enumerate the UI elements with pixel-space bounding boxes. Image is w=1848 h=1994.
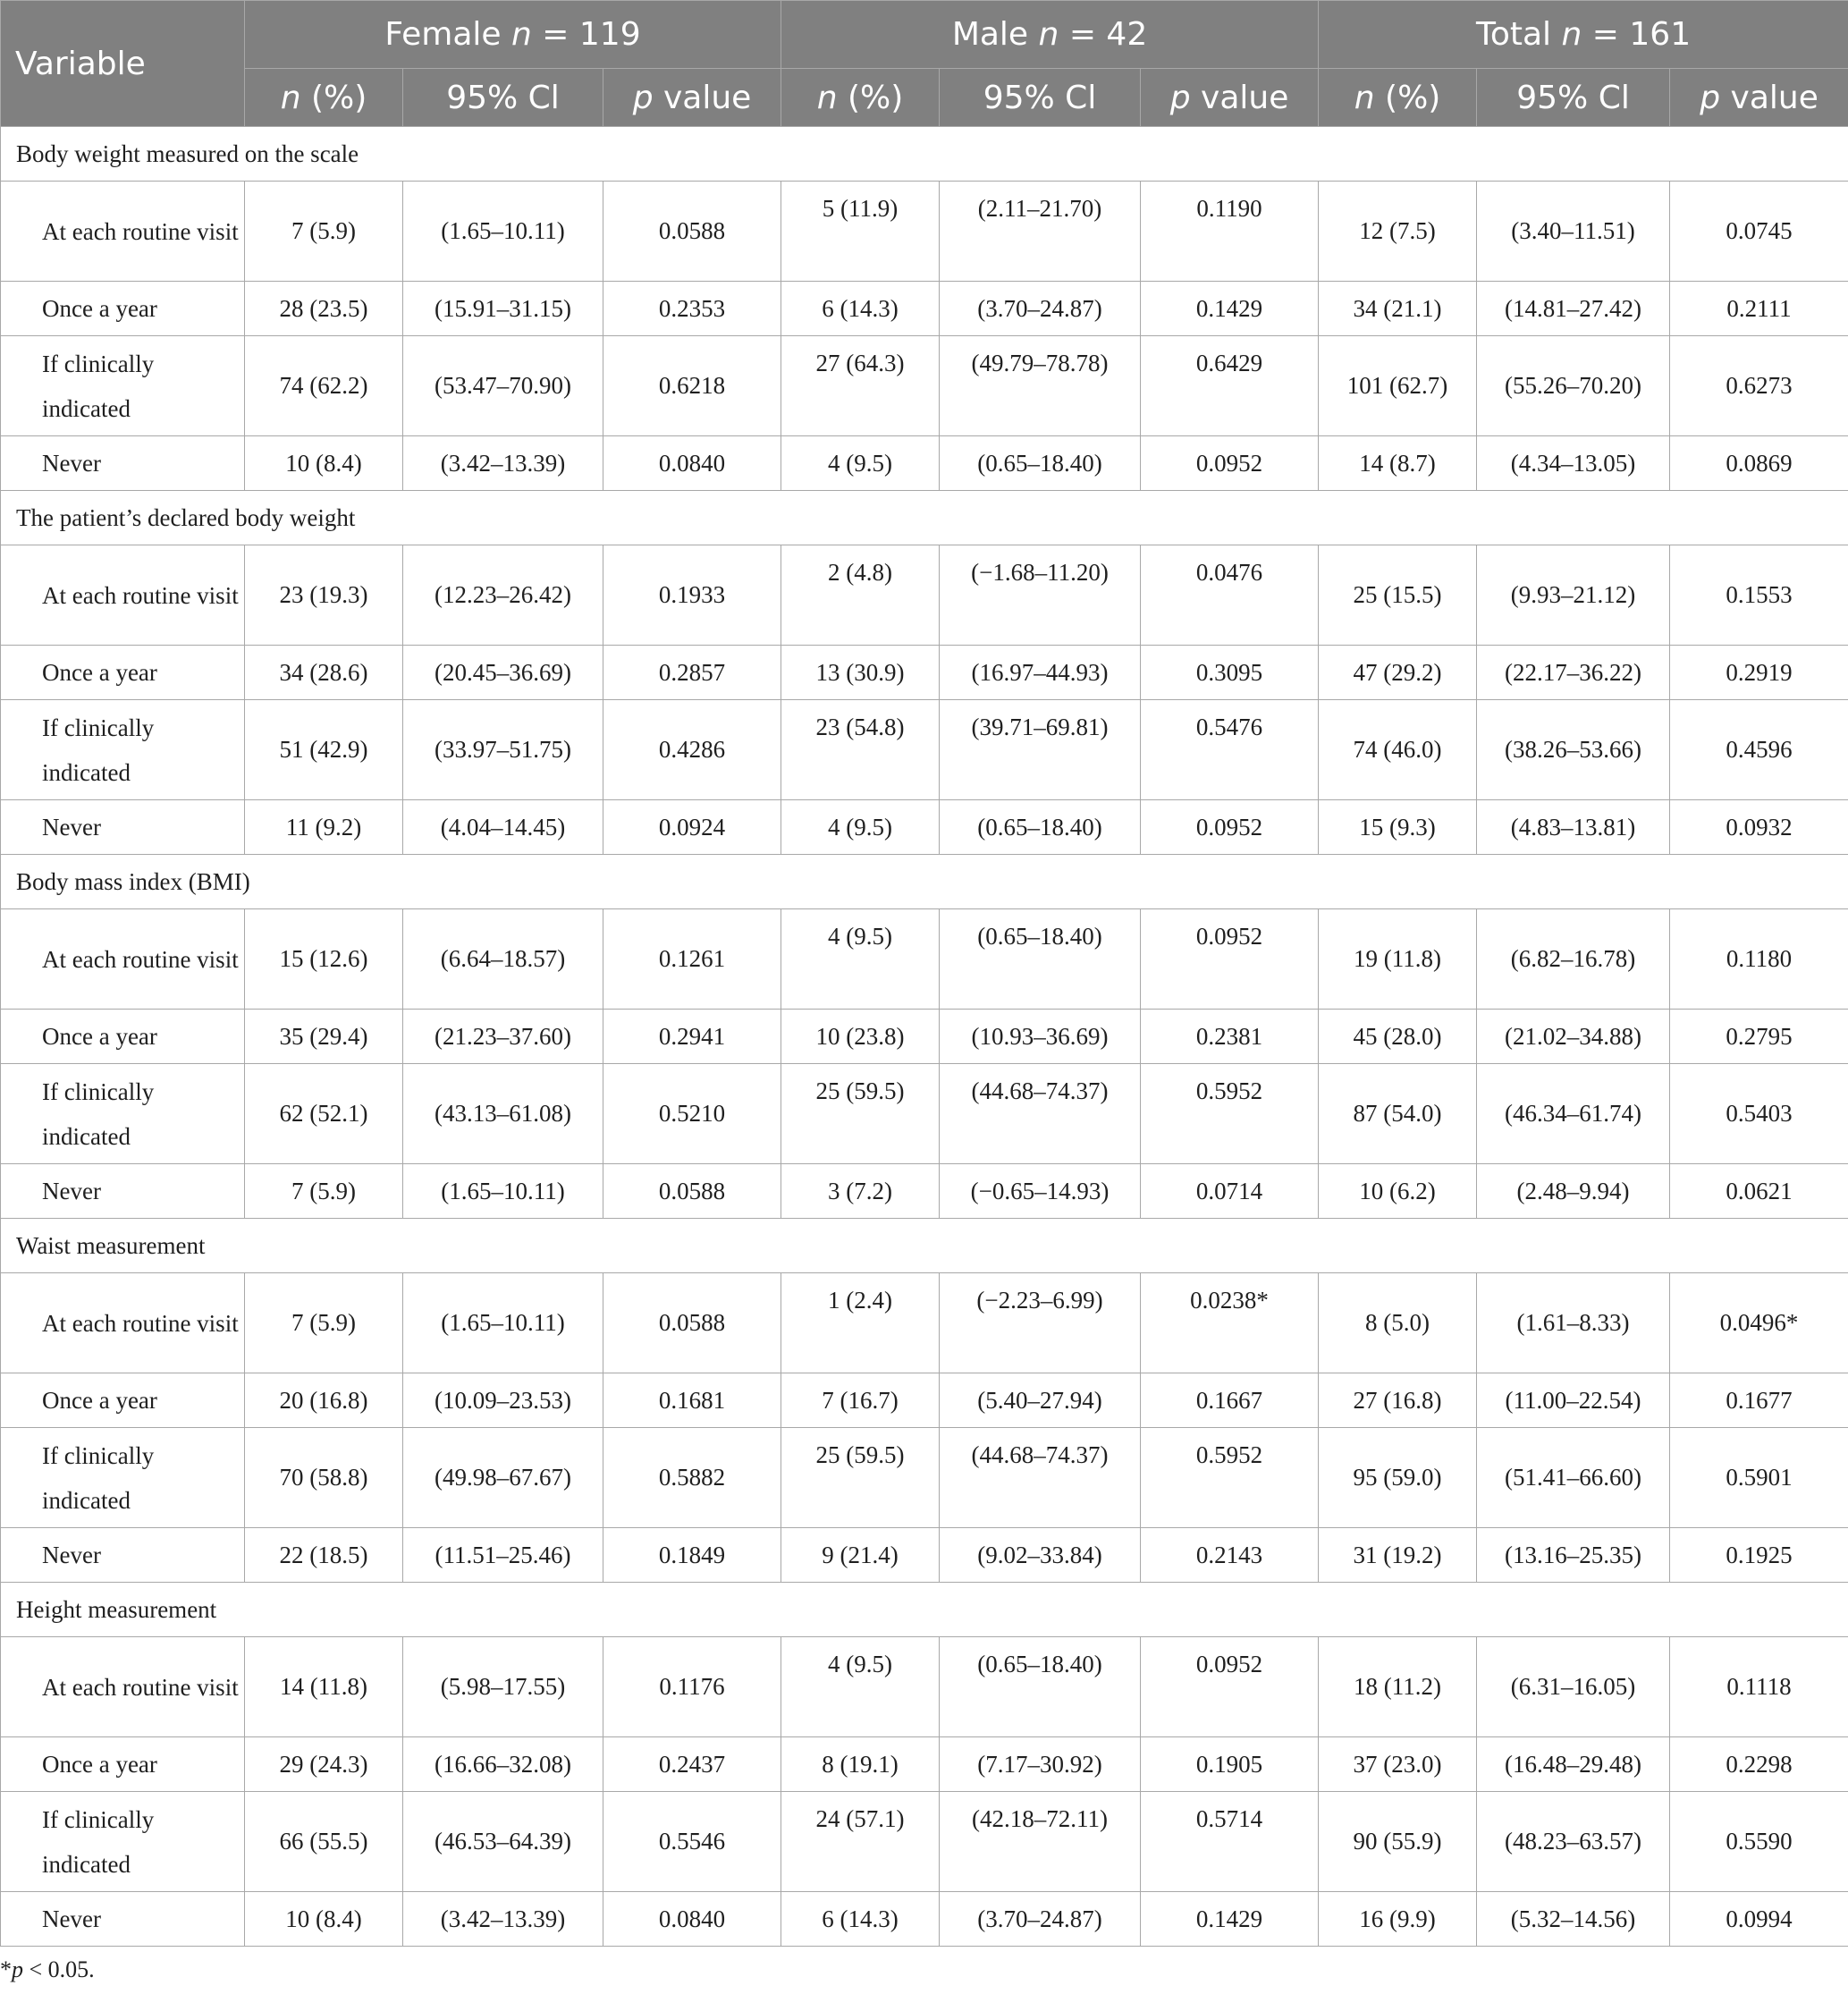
table-row bbox=[1, 1637, 1848, 1737]
p-value-header: p value bbox=[1141, 69, 1319, 127]
row-label: Never bbox=[1, 1528, 245, 1583]
total-p-value-cell: 0.0869 bbox=[1670, 436, 1848, 491]
total-p-value-cell: 0.1553 bbox=[1670, 545, 1848, 646]
male-ci-cell: (0.65–18.40) bbox=[940, 909, 1141, 1010]
female-n-pct-cell: 15 (12.6) bbox=[245, 909, 403, 1010]
male-p-value-cell: 0.3095 bbox=[1141, 646, 1319, 700]
male-ci-cell: (3.70–24.87) bbox=[940, 282, 1141, 336]
female-p-value-cell: 0.1176 bbox=[603, 1637, 781, 1737]
male-ci-cell: (16.97–44.93) bbox=[940, 646, 1141, 700]
female-p-value-cell: 0.1849 bbox=[603, 1528, 781, 1583]
row-label: At each routine visit bbox=[1, 545, 245, 646]
male-ci-cell: (42.18–72.11) bbox=[940, 1792, 1141, 1892]
p-value-header: p value bbox=[1670, 69, 1848, 127]
male-ci-cell: (49.79–78.78) bbox=[940, 336, 1141, 436]
total-p-value-cell: 0.0496* bbox=[1670, 1273, 1848, 1373]
female-ci-cell: (43.13–61.08) bbox=[403, 1064, 603, 1164]
male-ci-cell: (44.68–74.37) bbox=[940, 1428, 1141, 1528]
total-n-pct-cell: 12 (7.5) bbox=[1319, 182, 1477, 282]
total-n-pct-cell: 95 (59.0) bbox=[1319, 1428, 1477, 1528]
n-pct-header: n (%) bbox=[1319, 69, 1477, 127]
section-row bbox=[1, 127, 1848, 182]
total-ci-cell: (11.00–22.54) bbox=[1477, 1373, 1670, 1428]
header-row-groups bbox=[1, 1, 1848, 69]
section-title: Waist measurement bbox=[1, 1219, 1848, 1273]
total-p-value-cell: 0.4596 bbox=[1670, 700, 1848, 800]
female-ci-cell: (1.65–10.11) bbox=[403, 1164, 603, 1219]
total-ci-cell: (48.23–63.57) bbox=[1477, 1792, 1670, 1892]
male-p-value-cell: 0.1667 bbox=[1141, 1373, 1319, 1428]
variable-header: Variable bbox=[1, 1, 245, 127]
male-n-pct-cell: 23 (54.8) bbox=[781, 700, 940, 800]
female-ci-cell: (16.66–32.08) bbox=[403, 1737, 603, 1792]
male-n-pct-cell: 4 (9.5) bbox=[781, 1637, 940, 1737]
total-p-value-cell: 0.2111 bbox=[1670, 282, 1848, 336]
male-n-pct-cell: 10 (23.8) bbox=[781, 1010, 940, 1064]
total-p-value-cell: 0.5403 bbox=[1670, 1064, 1848, 1164]
total-n-pct-cell: 27 (16.8) bbox=[1319, 1373, 1477, 1428]
table-row bbox=[1, 1373, 1848, 1428]
row-label: Never bbox=[1, 436, 245, 491]
total-p-value-cell: 0.1118 bbox=[1670, 1637, 1848, 1737]
total-ci-cell: (4.34–13.05) bbox=[1477, 436, 1670, 491]
male-p-value-cell: 0.5952 bbox=[1141, 1064, 1319, 1164]
female-ci-cell: (53.47–70.90) bbox=[403, 336, 603, 436]
total-group-header: Total n = 161 bbox=[1319, 1, 1848, 69]
total-p-value-cell: 0.5590 bbox=[1670, 1792, 1848, 1892]
total-n-pct-cell: 19 (11.8) bbox=[1319, 909, 1477, 1010]
total-n-pct-cell: 87 (54.0) bbox=[1319, 1064, 1477, 1164]
table-row bbox=[1, 1428, 1848, 1528]
total-p-value-cell: 0.0932 bbox=[1670, 800, 1848, 855]
male-p-value-cell: 0.6429 bbox=[1141, 336, 1319, 436]
male-ci-cell: (7.17–30.92) bbox=[940, 1737, 1141, 1792]
male-ci-cell: (0.65–18.40) bbox=[940, 1637, 1141, 1737]
male-ci-cell: (−0.65–14.93) bbox=[940, 1164, 1141, 1219]
total-ci-cell: (4.83–13.81) bbox=[1477, 800, 1670, 855]
female-p-value-cell: 0.0588 bbox=[603, 1273, 781, 1373]
female-n-pct-cell: 7 (5.9) bbox=[245, 182, 403, 282]
male-p-value-cell: 0.5952 bbox=[1141, 1428, 1319, 1528]
total-p-value-cell: 0.5901 bbox=[1670, 1428, 1848, 1528]
female-ci-cell: (46.53–64.39) bbox=[403, 1792, 603, 1892]
female-group-header: Female n = 119 bbox=[245, 1, 781, 69]
female-p-value-cell: 0.1933 bbox=[603, 545, 781, 646]
total-n-pct-cell: 74 (46.0) bbox=[1319, 700, 1477, 800]
male-p-value-cell: 0.1190 bbox=[1141, 182, 1319, 282]
section-title: Body weight measured on the scale bbox=[1, 127, 1848, 182]
female-p-value-cell: 0.0840 bbox=[603, 436, 781, 491]
male-n-pct-cell: 25 (59.5) bbox=[781, 1428, 940, 1528]
total-p-value-cell: 0.2795 bbox=[1670, 1010, 1848, 1064]
female-p-value-cell: 0.5210 bbox=[603, 1064, 781, 1164]
female-n-pct-cell: 23 (19.3) bbox=[245, 545, 403, 646]
male-n-pct-cell: 1 (2.4) bbox=[781, 1273, 940, 1373]
total-ci-cell: (16.48–29.48) bbox=[1477, 1737, 1670, 1792]
male-p-value-cell: 0.0952 bbox=[1141, 800, 1319, 855]
female-p-value-cell: 0.2941 bbox=[603, 1010, 781, 1064]
female-n-pct-cell: 7 (5.9) bbox=[245, 1273, 403, 1373]
female-n-pct-cell: 14 (11.8) bbox=[245, 1637, 403, 1737]
male-ci-cell: (3.70–24.87) bbox=[940, 1892, 1141, 1947]
section-row bbox=[1, 855, 1848, 909]
male-n-pct-cell: 6 (14.3) bbox=[781, 1892, 940, 1947]
total-ci-cell: (51.41–66.60) bbox=[1477, 1428, 1670, 1528]
row-label: Once a year bbox=[1, 1373, 245, 1428]
male-n-pct-cell: 4 (9.5) bbox=[781, 909, 940, 1010]
male-ci-cell: (39.71–69.81) bbox=[940, 700, 1141, 800]
male-n-pct-cell: 5 (11.9) bbox=[781, 182, 940, 282]
total-ci-cell: (6.82–16.78) bbox=[1477, 909, 1670, 1010]
total-p-value-cell: 0.1180 bbox=[1670, 909, 1848, 1010]
total-p-value-cell: 0.6273 bbox=[1670, 336, 1848, 436]
female-n-pct-cell: 34 (28.6) bbox=[245, 646, 403, 700]
female-n-pct-cell: 35 (29.4) bbox=[245, 1010, 403, 1064]
table-row bbox=[1, 182, 1848, 282]
female-n-pct-cell: 28 (23.5) bbox=[245, 282, 403, 336]
ci-header: 95% Cl bbox=[1477, 69, 1670, 127]
male-n-pct-cell: 24 (57.1) bbox=[781, 1792, 940, 1892]
table-row bbox=[1, 1064, 1848, 1164]
male-ci-cell: (9.02–33.84) bbox=[940, 1528, 1141, 1583]
total-ci-cell: (38.26–53.66) bbox=[1477, 700, 1670, 800]
male-p-value-cell: 0.0714 bbox=[1141, 1164, 1319, 1219]
female-ci-cell: (1.65–10.11) bbox=[403, 1273, 603, 1373]
male-ci-cell: (−2.23–6.99) bbox=[940, 1273, 1141, 1373]
total-n-pct-cell: 8 (5.0) bbox=[1319, 1273, 1477, 1373]
male-p-value-cell: 0.2381 bbox=[1141, 1010, 1319, 1064]
total-n-pct-cell: 10 (6.2) bbox=[1319, 1164, 1477, 1219]
total-n-pct-cell: 15 (9.3) bbox=[1319, 800, 1477, 855]
male-p-value-cell: 0.1429 bbox=[1141, 1892, 1319, 1947]
male-p-value-cell: 0.0952 bbox=[1141, 436, 1319, 491]
female-ci-cell: (15.91–31.15) bbox=[403, 282, 603, 336]
female-n-pct-cell: 10 (8.4) bbox=[245, 1892, 403, 1947]
male-p-value-cell: 0.1905 bbox=[1141, 1737, 1319, 1792]
table-body bbox=[1, 127, 1848, 1947]
total-ci-cell: (2.48–9.94) bbox=[1477, 1164, 1670, 1219]
total-n-pct-cell: 31 (19.2) bbox=[1319, 1528, 1477, 1583]
row-label: At each routine visit bbox=[1, 182, 245, 282]
female-n-pct-cell: 62 (52.1) bbox=[245, 1064, 403, 1164]
table-row bbox=[1, 646, 1848, 700]
total-p-value-cell: 0.2919 bbox=[1670, 646, 1848, 700]
male-n-pct-cell: 13 (30.9) bbox=[781, 646, 940, 700]
row-label: If clinically indicated bbox=[1, 336, 245, 436]
female-p-value-cell: 0.1261 bbox=[603, 909, 781, 1010]
total-n-pct-cell: 34 (21.1) bbox=[1319, 282, 1477, 336]
male-n-pct-cell: 7 (16.7) bbox=[781, 1373, 940, 1428]
total-ci-cell: (6.31–16.05) bbox=[1477, 1637, 1670, 1737]
total-p-value-cell: 0.1925 bbox=[1670, 1528, 1848, 1583]
total-n-pct-cell: 45 (28.0) bbox=[1319, 1010, 1477, 1064]
male-ci-cell: (44.68–74.37) bbox=[940, 1064, 1141, 1164]
female-n-pct-cell: 74 (62.2) bbox=[245, 336, 403, 436]
total-ci-cell: (13.16–25.35) bbox=[1477, 1528, 1670, 1583]
total-n-pct-cell: 47 (29.2) bbox=[1319, 646, 1477, 700]
total-n-pct-cell: 90 (55.9) bbox=[1319, 1792, 1477, 1892]
female-ci-cell: (33.97–51.75) bbox=[403, 700, 603, 800]
female-n-pct-cell: 22 (18.5) bbox=[245, 1528, 403, 1583]
total-p-value-cell: 0.2298 bbox=[1670, 1737, 1848, 1792]
table-row bbox=[1, 800, 1848, 855]
total-ci-cell: (9.93–21.12) bbox=[1477, 545, 1670, 646]
male-p-value-cell: 0.2143 bbox=[1141, 1528, 1319, 1583]
female-p-value-cell: 0.0588 bbox=[603, 182, 781, 282]
row-label: If clinically indicated bbox=[1, 1064, 245, 1164]
female-p-value-cell: 0.5882 bbox=[603, 1428, 781, 1528]
table-row bbox=[1, 700, 1848, 800]
male-n-pct-cell: 4 (9.5) bbox=[781, 800, 940, 855]
table-row bbox=[1, 1528, 1848, 1583]
total-ci-cell: (5.32–14.56) bbox=[1477, 1892, 1670, 1947]
male-p-value-cell: 0.1429 bbox=[1141, 282, 1319, 336]
row-label: If clinically indicated bbox=[1, 700, 245, 800]
section-title: Height measurement bbox=[1, 1583, 1848, 1637]
row-label: Never bbox=[1, 1164, 245, 1219]
n-pct-header: n (%) bbox=[781, 69, 940, 127]
female-n-pct-cell: 51 (42.9) bbox=[245, 700, 403, 800]
total-ci-cell: (1.61–8.33) bbox=[1477, 1273, 1670, 1373]
female-p-value-cell: 0.0840 bbox=[603, 1892, 781, 1947]
male-n-pct-cell: 8 (19.1) bbox=[781, 1737, 940, 1792]
female-ci-cell: (10.09–23.53) bbox=[403, 1373, 603, 1428]
male-p-value-cell: 0.5476 bbox=[1141, 700, 1319, 800]
section-title: Body mass index (BMI) bbox=[1, 855, 1848, 909]
table-row bbox=[1, 1737, 1848, 1792]
row-label: If clinically indicated bbox=[1, 1792, 245, 1892]
male-n-pct-cell: 9 (21.4) bbox=[781, 1528, 940, 1583]
female-n-pct-cell: 66 (55.5) bbox=[245, 1792, 403, 1892]
p-value-header: p value bbox=[603, 69, 781, 127]
male-ci-cell: (0.65–18.40) bbox=[940, 436, 1141, 491]
female-ci-cell: (5.98–17.55) bbox=[403, 1637, 603, 1737]
total-p-value-cell: 0.1677 bbox=[1670, 1373, 1848, 1428]
row-label: If clinically indicated bbox=[1, 1428, 245, 1528]
female-p-value-cell: 0.0924 bbox=[603, 800, 781, 855]
table-row bbox=[1, 436, 1848, 491]
female-p-value-cell: 0.6218 bbox=[603, 336, 781, 436]
table-row bbox=[1, 909, 1848, 1010]
female-n-pct-cell: 29 (24.3) bbox=[245, 1737, 403, 1792]
row-label: Once a year bbox=[1, 282, 245, 336]
male-p-value-cell: 0.5714 bbox=[1141, 1792, 1319, 1892]
total-n-pct-cell: 18 (11.2) bbox=[1319, 1637, 1477, 1737]
male-ci-cell: (2.11–21.70) bbox=[940, 182, 1141, 282]
table-row bbox=[1, 545, 1848, 646]
total-n-pct-cell: 25 (15.5) bbox=[1319, 545, 1477, 646]
male-n-pct-cell: 6 (14.3) bbox=[781, 282, 940, 336]
table-row bbox=[1, 1010, 1848, 1064]
table-row bbox=[1, 1892, 1848, 1947]
male-ci-cell: (10.93–36.69) bbox=[940, 1010, 1141, 1064]
male-p-value-cell: 0.0952 bbox=[1141, 1637, 1319, 1737]
male-p-value-cell: 0.0952 bbox=[1141, 909, 1319, 1010]
row-label: At each routine visit bbox=[1, 1637, 245, 1737]
table-row bbox=[1, 1273, 1848, 1373]
female-n-pct-cell: 70 (58.8) bbox=[245, 1428, 403, 1528]
total-ci-cell: (14.81–27.42) bbox=[1477, 282, 1670, 336]
female-ci-cell: (6.64–18.57) bbox=[403, 909, 603, 1010]
male-n-pct-cell: 2 (4.8) bbox=[781, 545, 940, 646]
total-n-pct-cell: 101 (62.7) bbox=[1319, 336, 1477, 436]
row-label: At each routine visit bbox=[1, 1273, 245, 1373]
female-p-value-cell: 0.0588 bbox=[603, 1164, 781, 1219]
n-pct-header: n (%) bbox=[245, 69, 403, 127]
female-ci-cell: (3.42–13.39) bbox=[403, 1892, 603, 1947]
female-n-pct-cell: 11 (9.2) bbox=[245, 800, 403, 855]
female-ci-cell: (11.51–25.46) bbox=[403, 1528, 603, 1583]
total-ci-cell: (22.17–36.22) bbox=[1477, 646, 1670, 700]
male-n-pct-cell: 4 (9.5) bbox=[781, 436, 940, 491]
header-row-stats bbox=[1, 69, 1848, 127]
total-p-value-cell: 0.0621 bbox=[1670, 1164, 1848, 1219]
female-ci-cell: (3.42–13.39) bbox=[403, 436, 603, 491]
footnote: *p < 0.05. bbox=[0, 1956, 95, 1982]
male-n-pct-cell: 25 (59.5) bbox=[781, 1064, 940, 1164]
section-title: The patient’s declared body weight bbox=[1, 491, 1848, 545]
total-ci-cell: (21.02–34.88) bbox=[1477, 1010, 1670, 1064]
female-p-value-cell: 0.2437 bbox=[603, 1737, 781, 1792]
section-row bbox=[1, 1583, 1848, 1637]
male-ci-cell: (0.65–18.40) bbox=[940, 800, 1141, 855]
table-header bbox=[1, 1, 1848, 127]
female-p-value-cell: 0.2353 bbox=[603, 282, 781, 336]
female-ci-cell: (4.04–14.45) bbox=[403, 800, 603, 855]
row-label: Never bbox=[1, 800, 245, 855]
female-n-pct-cell: 20 (16.8) bbox=[245, 1373, 403, 1428]
total-n-pct-cell: 37 (23.0) bbox=[1319, 1737, 1477, 1792]
male-ci-cell: (5.40–27.94) bbox=[940, 1373, 1141, 1428]
female-ci-cell: (12.23–26.42) bbox=[403, 545, 603, 646]
female-n-pct-cell: 7 (5.9) bbox=[245, 1164, 403, 1219]
row-label: Once a year bbox=[1, 1737, 245, 1792]
section-row bbox=[1, 491, 1848, 545]
male-n-pct-cell: 3 (7.2) bbox=[781, 1164, 940, 1219]
row-label: Once a year bbox=[1, 1010, 245, 1064]
female-p-value-cell: 0.1681 bbox=[603, 1373, 781, 1428]
female-p-value-cell: 0.5546 bbox=[603, 1792, 781, 1892]
ci-header: 95% Cl bbox=[940, 69, 1141, 127]
row-label: At each routine visit bbox=[1, 909, 245, 1010]
table-row bbox=[1, 1792, 1848, 1892]
table-row bbox=[1, 336, 1848, 436]
total-ci-cell: (46.34–61.74) bbox=[1477, 1064, 1670, 1164]
total-n-pct-cell: 16 (9.9) bbox=[1319, 1892, 1477, 1947]
total-p-value-cell: 0.0994 bbox=[1670, 1892, 1848, 1947]
female-p-value-cell: 0.4286 bbox=[603, 700, 781, 800]
female-p-value-cell: 0.2857 bbox=[603, 646, 781, 700]
table-row bbox=[1, 282, 1848, 336]
section-row bbox=[1, 1219, 1848, 1273]
male-ci-cell: (−1.68–11.20) bbox=[940, 545, 1141, 646]
ci-header: 95% Cl bbox=[403, 69, 603, 127]
female-ci-cell: (20.45–36.69) bbox=[403, 646, 603, 700]
row-label: Once a year bbox=[1, 646, 245, 700]
male-p-value-cell: 0.0476 bbox=[1141, 545, 1319, 646]
male-n-pct-cell: 27 (64.3) bbox=[781, 336, 940, 436]
female-ci-cell: (21.23–37.60) bbox=[403, 1010, 603, 1064]
female-ci-cell: (49.98–67.67) bbox=[403, 1428, 603, 1528]
male-group-header: Male n = 42 bbox=[781, 1, 1319, 69]
table-row bbox=[1, 1164, 1848, 1219]
row-label: Never bbox=[1, 1892, 245, 1947]
male-p-value-cell: 0.0238* bbox=[1141, 1273, 1319, 1373]
total-ci-cell: (3.40–11.51) bbox=[1477, 182, 1670, 282]
female-ci-cell: (1.65–10.11) bbox=[403, 182, 603, 282]
female-n-pct-cell: 10 (8.4) bbox=[245, 436, 403, 491]
total-p-value-cell: 0.0745 bbox=[1670, 182, 1848, 282]
total-ci-cell: (55.26–70.20) bbox=[1477, 336, 1670, 436]
total-n-pct-cell: 14 (8.7) bbox=[1319, 436, 1477, 491]
